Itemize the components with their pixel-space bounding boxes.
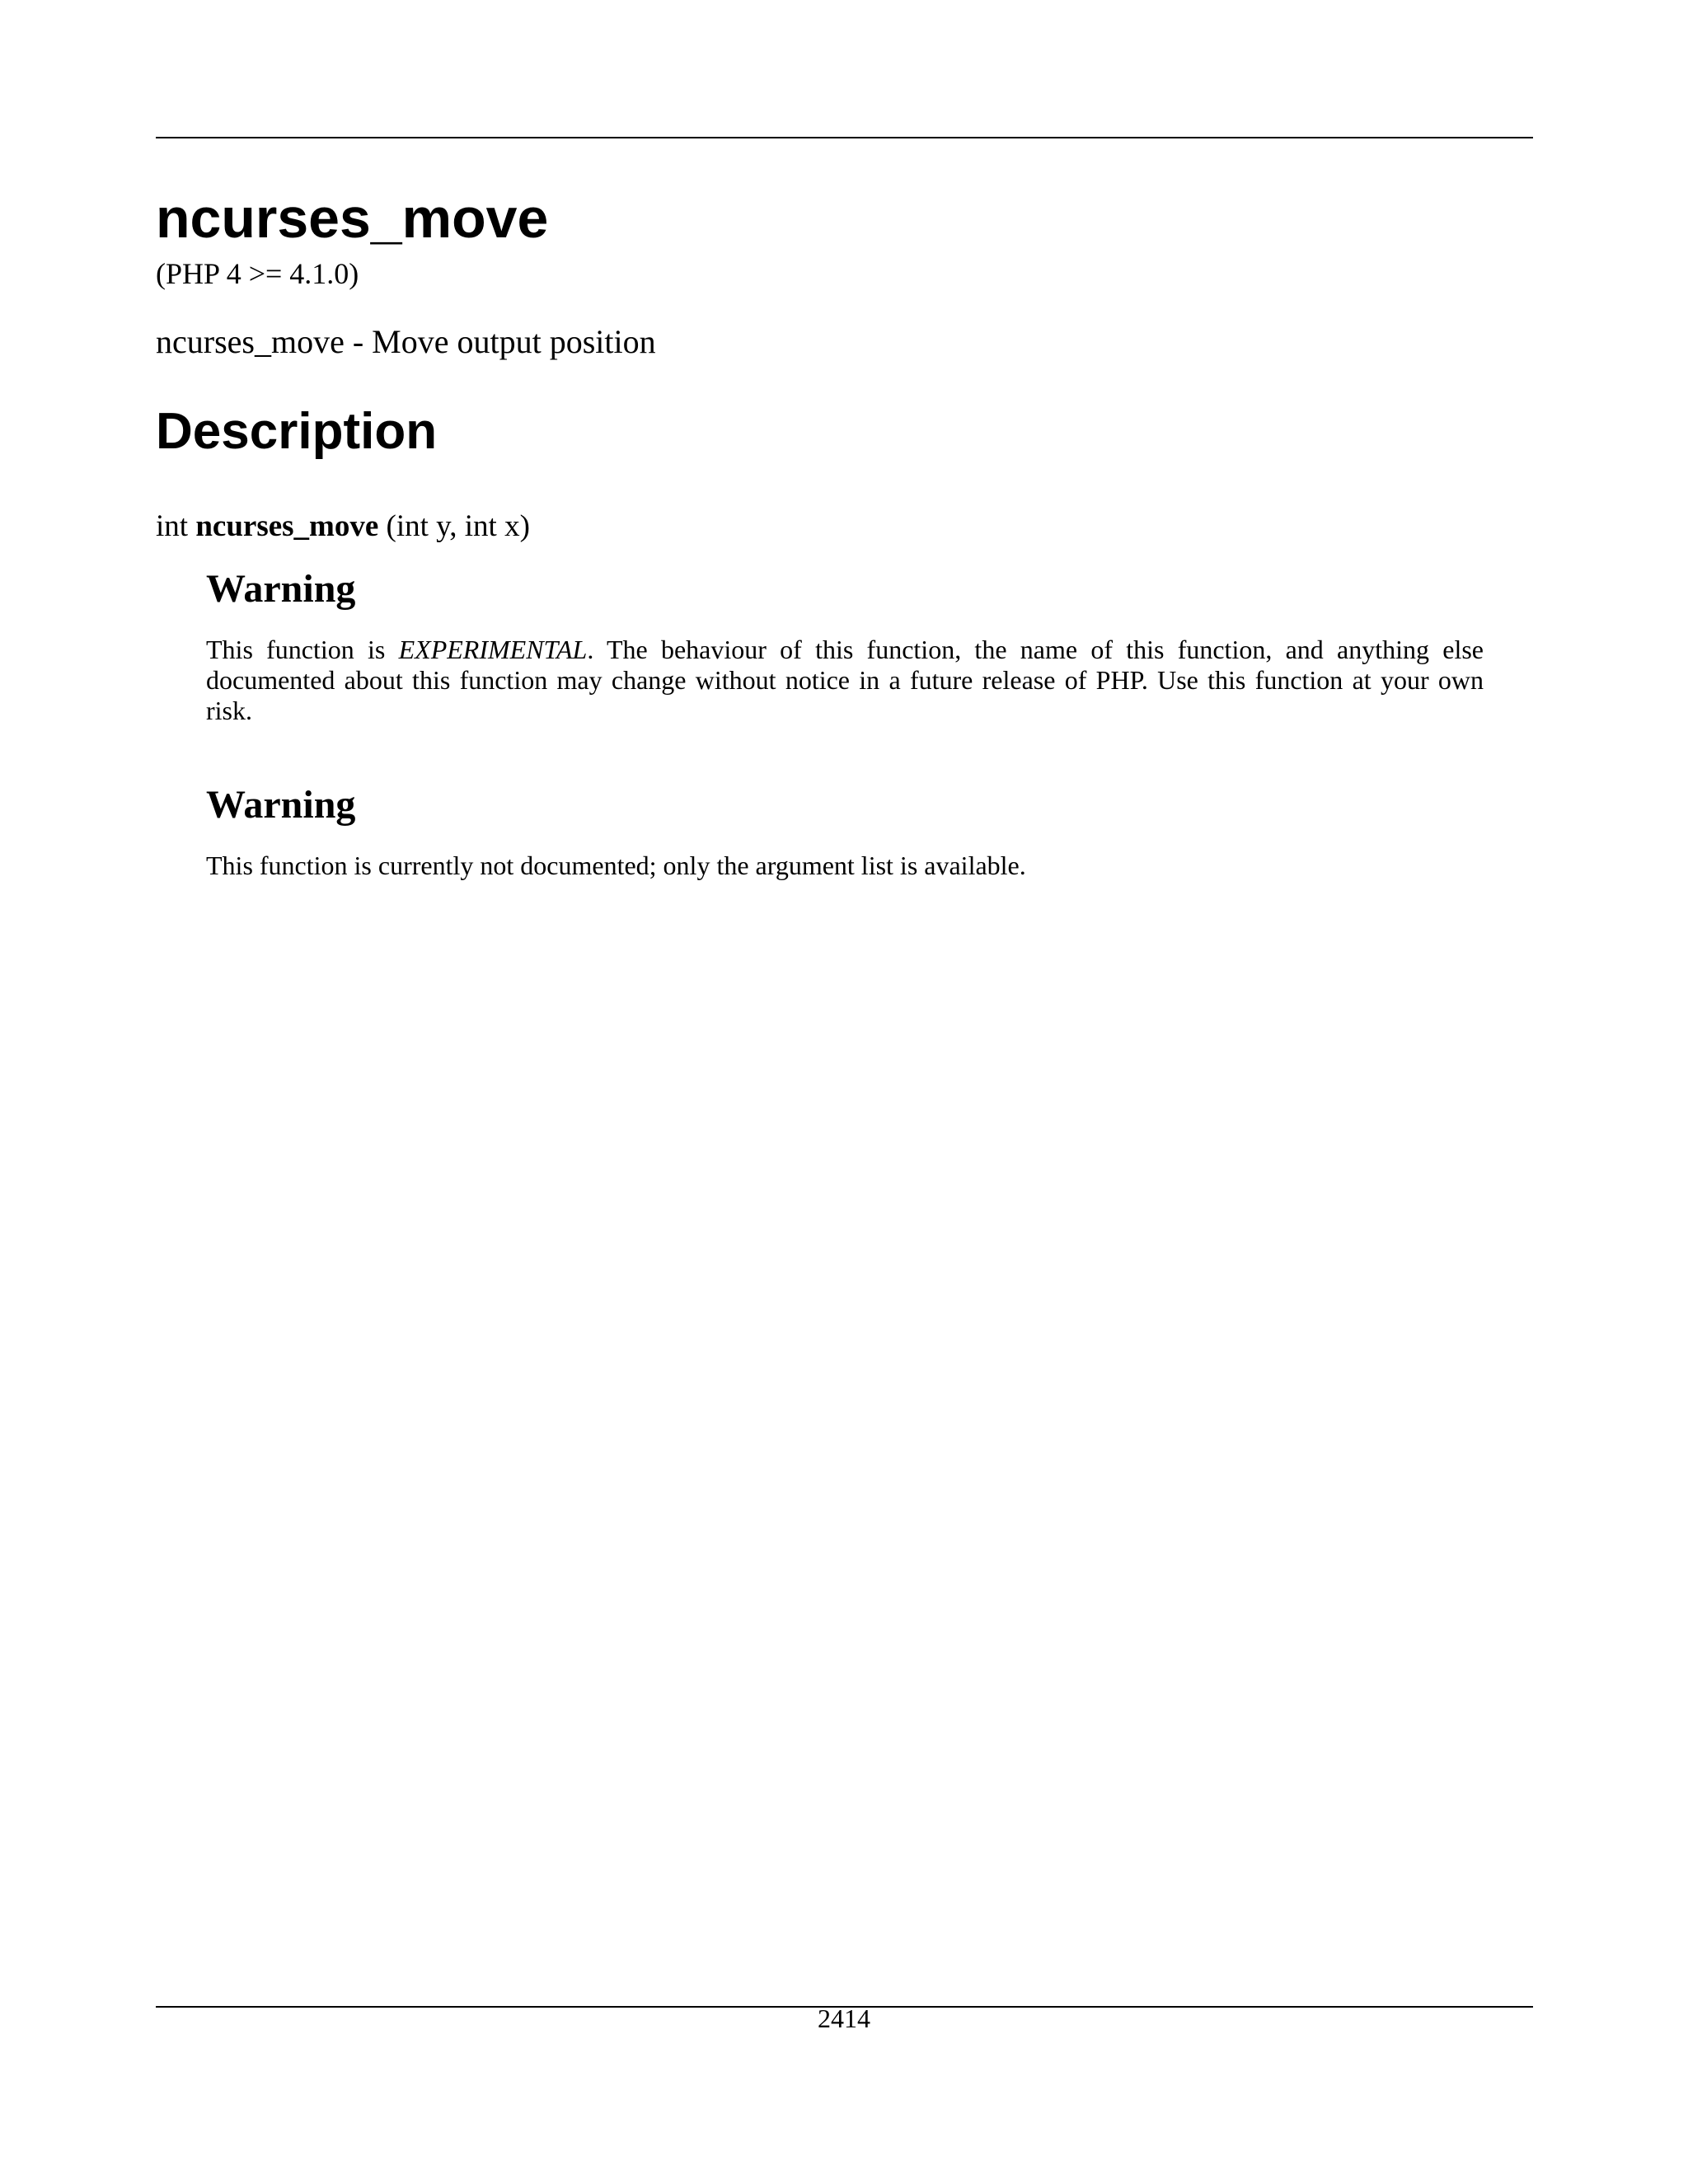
section-title-description: Description [156,403,438,460]
page-title: ncurses_move [156,187,549,250]
refpurpose: ncurses_move - Move output position [156,323,656,360]
warning-text-part: . The behaviour of this function, the name of this function, and anything else documented about this function may change without notice in a future release of PHP. Use this function at your own risk. [206,634,1484,725]
warning-text [206,635,1484,726]
synopsis-return-type: int [156,509,189,543]
version-info: (PHP 4 >= 4.1.0) [156,257,359,290]
warning-text-part: This function is [206,634,399,664]
warning-experimental [206,565,1484,726]
warning-heading: Warning [206,783,356,827]
warning-undocumented [206,781,1484,881]
synopsis-params: (int y, int x) [386,509,530,543]
header-rule [156,137,1533,138]
function-synopsis [156,509,530,545]
synopsis-function-name: ncurses_move [195,509,379,543]
page-number: 2414 [818,2004,870,2033]
warning-heading: Warning [206,567,356,611]
warning-text: This function is currently not documented; only the argument list is available. [206,850,1026,880]
warning-emphasis: EXPERIMENTAL [398,634,588,664]
